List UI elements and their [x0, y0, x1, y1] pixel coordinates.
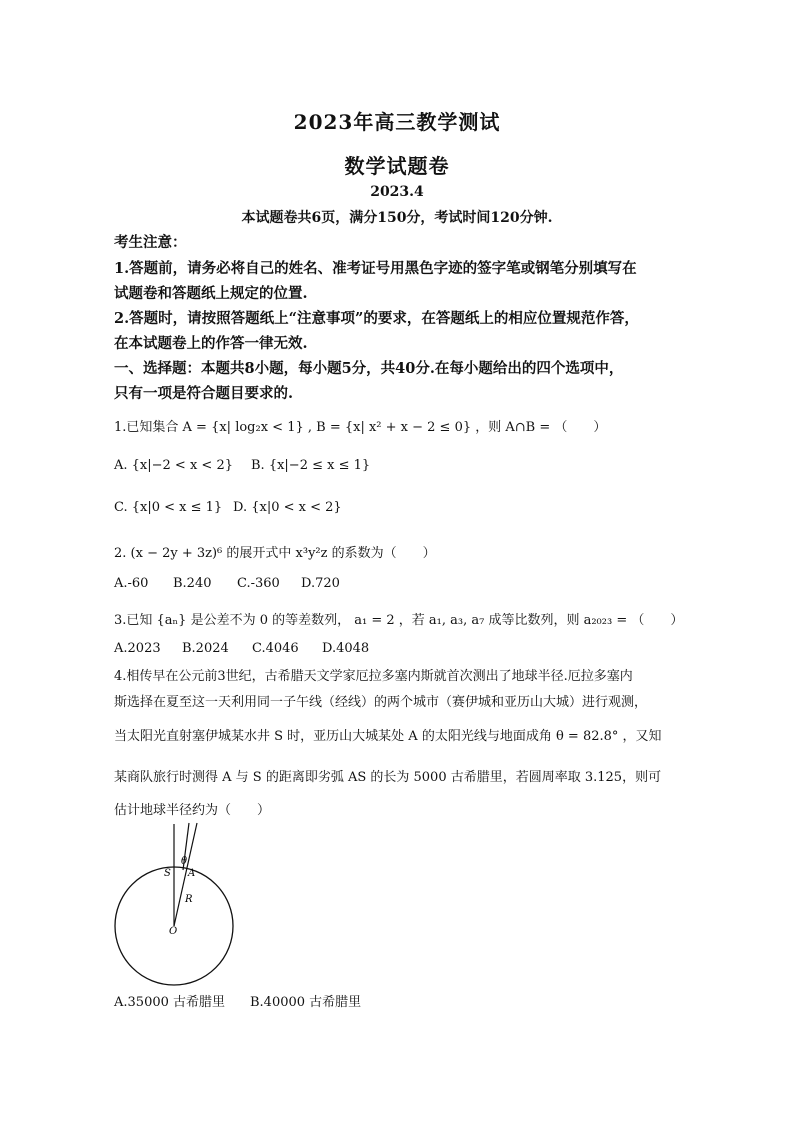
- note-1-line-1: 1.答题前，请务必将自己的姓名、准考证号用黑色字迹的签字笔或钢笔分别填写在: [114, 260, 637, 277]
- question-2-option-d: D.720: [301, 576, 340, 591]
- notes-heading: 考生注意：: [114, 234, 187, 251]
- exam-title: 2023年高三教学测试: [293, 110, 501, 134]
- question-1-options-row-2: [114, 500, 684, 515]
- label-r: R: [185, 894, 193, 905]
- question-3-options: [114, 641, 684, 656]
- question-4-line-3: 当太阳光直射塞伊城某水井 S 时，亚历山大城某处 A 的太阳光线与地面成角 θ = 82.8° ，又知: [114, 729, 662, 744]
- label-a: A: [188, 868, 196, 879]
- question-3-option-a: A.2023: [114, 641, 161, 656]
- question-1-stem: 1.已知集合 A = {x| log₂x < 1} , B = {x| x² + x − 2 ≤ 0} ，则 A∩B = （ ）: [114, 420, 607, 435]
- question-4-options: [114, 991, 684, 1010]
- note-2-line-2: 在本试题卷上的作答一律无效.: [114, 335, 308, 352]
- section-1-line-2: 只有一项是符合题目要求的.: [114, 385, 294, 402]
- question-2-option-c: C.-360: [237, 576, 280, 591]
- exam-subtitle: 数学试题卷: [344, 154, 450, 178]
- question-4-line-2: 斯选择在夏至这一天利用同一子午线（经线）的两个城市（赛伊城和亚历山大城）进行观测，: [114, 695, 648, 710]
- exam-info: 本试题卷共6页，满分150分，考试时间120分钟.: [241, 210, 553, 226]
- question-4-line-4: 某商队旅行时测得 A 与 S 的距离即劣弧 AS 的长为 5000 古希腊里，若圆周率取 3.125，则可: [114, 770, 662, 785]
- question-1-option-b: B. {x|−2 ≤ x ≤ 1}: [251, 458, 371, 473]
- question-2-stem: 2. (x − 2y + 3z)⁶ 的展开式中 x³y²z 的系数为（ ）: [114, 546, 436, 561]
- question-4-line-1: 4.相传早在公元前3世纪，古希腊天文学家厄拉多塞内斯就首次测出了地球半径.厄拉多塞内: [114, 669, 633, 684]
- question-4-line-5: 估计地球半径约为（ ）: [114, 803, 271, 818]
- question-3-option-c: C.4046: [252, 641, 299, 656]
- question-1-option-a: A. {x|−2 < x < 2}: [114, 458, 233, 473]
- question-3-option-b: B.2024: [182, 641, 229, 656]
- exam-date: 2023.4: [370, 184, 424, 200]
- section-1-line-1: 一、选择题：本题共8小题，每小题5分，共40分.在每小题给出的四个选项中，: [114, 360, 624, 377]
- question-2-options: [114, 576, 684, 591]
- question-1-options-row-1: [114, 458, 684, 473]
- question-4-option-b: B.40000 古希腊里: [250, 995, 362, 1010]
- note-2-line-1: 2.答题时，请按照答题纸上“注意事项”的要求，在答题纸上的相应位置规范作答，: [114, 310, 639, 327]
- earth-radius-figure: [108, 818, 248, 988]
- label-s: S: [164, 868, 171, 879]
- label-o: O: [169, 926, 178, 937]
- question-3-option-d: D.4048: [322, 641, 370, 656]
- question-2-option-b: B.240: [173, 576, 212, 591]
- label-theta: θ: [181, 856, 188, 867]
- note-1-line-2: 试题卷和答题纸上规定的位置.: [114, 285, 308, 302]
- question-1-option-c: C. {x|0 < x ≤ 1}: [114, 500, 223, 515]
- question-4-option-a: A.35000 古希腊里: [114, 995, 226, 1010]
- question-2-option-a: A.-60: [114, 576, 149, 591]
- question-3-stem: 3.已知 {aₙ} 是公差不为 0 的等差数列， a₁ = 2 ，若 a₁, a₃, a₇ 成等比数列，则 a₂₀₂₃ = （ ）: [114, 613, 684, 628]
- question-1-option-d: D. {x|0 < x < 2}: [233, 500, 342, 515]
